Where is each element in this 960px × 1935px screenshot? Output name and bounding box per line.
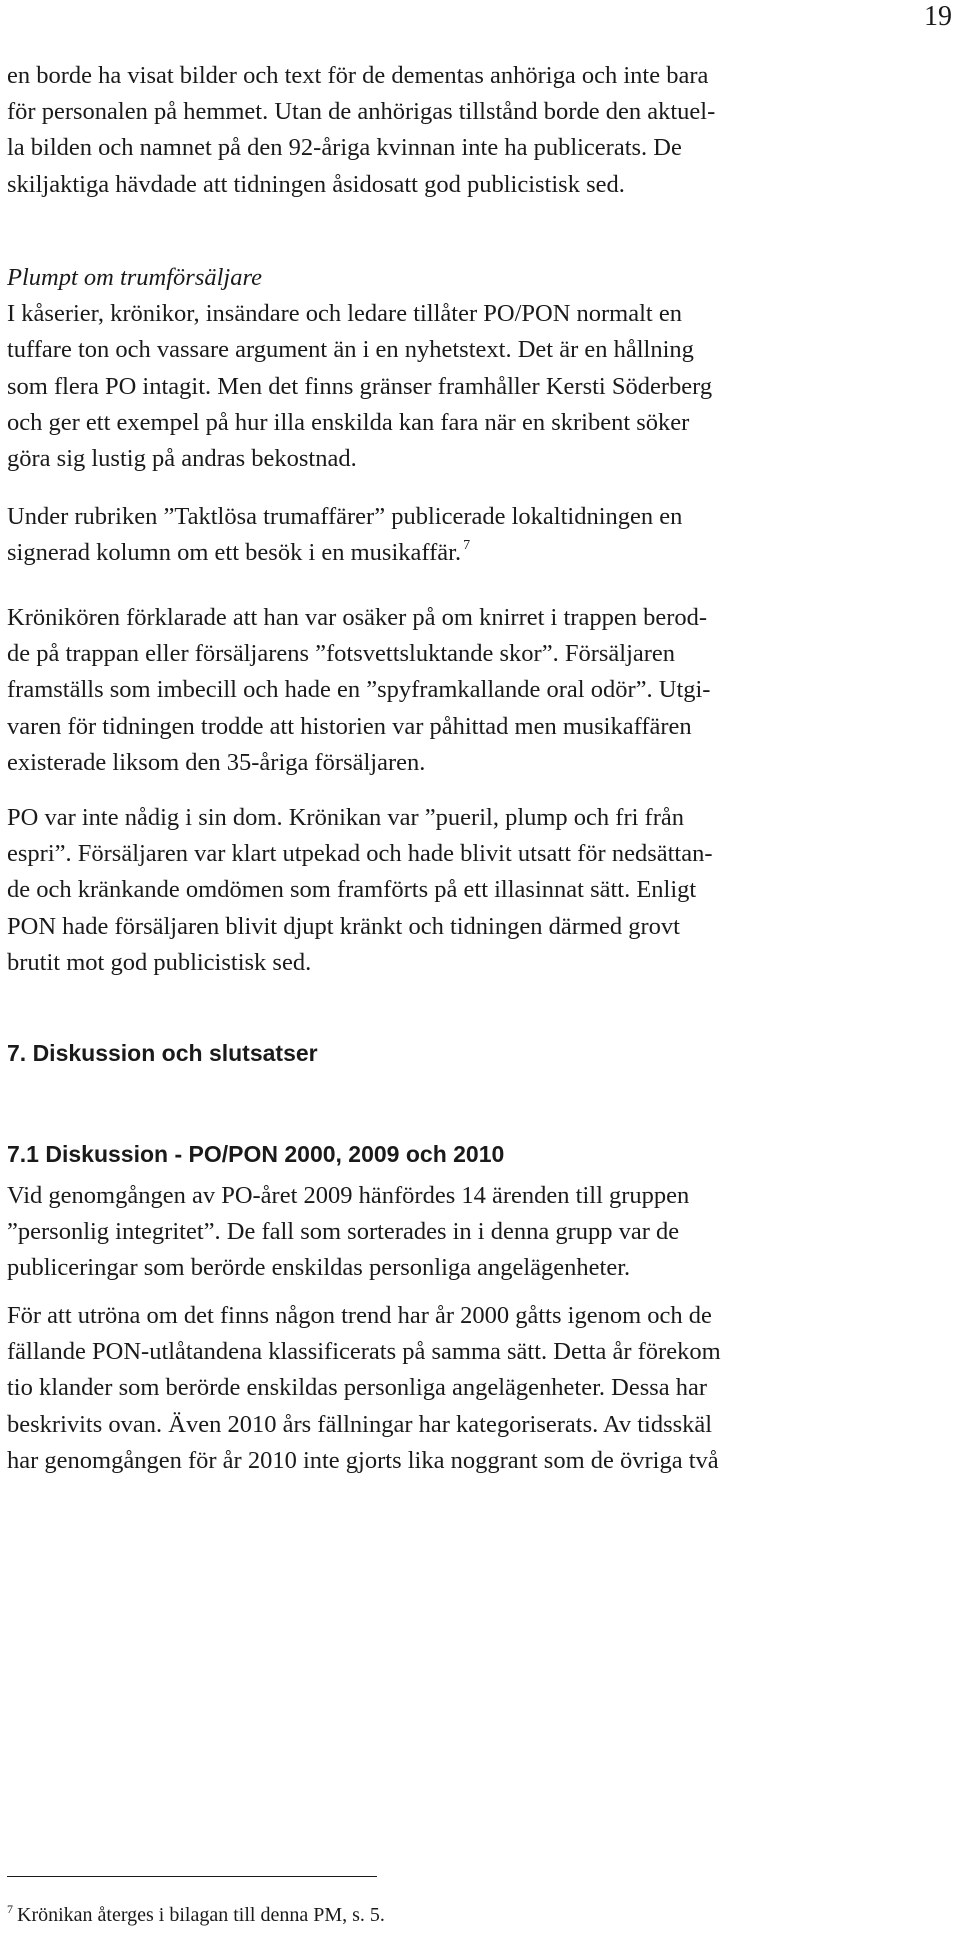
text-line: ”personlig integritet”. De fall som sorterades in i denna grupp var de [7,1218,680,1246]
text-line: göra sig lustig på andras bekostnad. [7,445,357,473]
text-line: skiljaktiga hävdade att tidningen åsidosatt god publicistisk sed. [7,170,625,198]
text-line: Vid genomgången av PO-året 2009 hänfördes 14 ärenden till gruppen [7,1182,690,1209]
paragraph-dementia-images [7,58,927,203]
footnote-mark: 7 [7,1902,13,1916]
text-line: Krönikören förklarade att han var osäker på om knirret i trappen berod- [7,604,708,631]
text-line: varen för tidningen trodde att historien var påhittad men musikaffären [7,712,692,740]
text-line: beskrivits ovan. Även 2010 års fällningar har kategoriserats. Av tidsskäl [7,1410,713,1438]
paragraph-kronikoren [7,600,927,781]
text-line: tuffare ton och vassare argument än i en nyhetstext. Det är en hållning [7,336,694,364]
text-line-content: signerad kolumn om ett besök i en musikaffär. [7,539,462,567]
text-line: och ger ett exempel på hur illa enskilda kan fara när en skribent söker [7,408,690,436]
footnote-reference: 7 [463,538,471,554]
text-line: Under rubriken ”Taktlösa trumaffärer” publicerade lokaltidningen en [7,503,683,530]
footnote-divider [7,1876,377,1877]
text-line: som flera PO intagit. Men det finns gränser framhåller Kersti Söderberg [7,372,713,400]
text-line: har genomgången för år 2010 inte gjorts lika noggrant som de övriga två [7,1446,719,1474]
text-line: existerade liksom den 35-åriga försäljaren. [7,748,426,776]
text-line: framställs som imbecill och hade en ”spyframkallande oral odör”. Utgi- [7,676,711,704]
text-line: en borde ha visat bilder och text för de dementas anhöriga och inte bara [7,62,709,89]
footnote-text: Krönikan återges i bilagan till denna PM, s. 5. [17,1904,385,1926]
text-line: för personalen på hemmet. Utan de anhörigas tillstånd borde den aktuel- [7,98,716,126]
footnote [7,1902,385,1930]
paragraph-trend [7,1298,927,1479]
paragraph-genomgangen [7,1178,927,1287]
text-line: publiceringar som berörde enskildas personliga angelägenheter. [7,1254,631,1282]
text-line: PON hade försäljaren blivit djupt kränkt och tidningen därmed grovt [7,912,680,940]
text-line: För att utröna om det finns någon trend har år 2000 gåtts igenom och de [7,1302,712,1329]
paragraph-taktlosa [7,499,927,575]
page-number: 19 [924,1,952,32]
text-line: la bilden och namnet på den 92-åriga kvinnan inte ha publicerats. De [7,134,682,162]
subsection-heading: 7.1 Diskussion - PO/PON 2000, 2009 och 2010 [7,1141,505,1167]
text-line: de och kränkande omdömen som framförts på ett illasinnat sätt. Enligt [7,876,697,904]
text-line: de på trappan eller försäljarens ”fotsvettsluktande skor”. Försäljaren [7,640,676,668]
text-line [7,535,927,575]
text-line: I kåserier, krönikor, insändare och ledare tillåter PO/PON normalt en [7,300,682,328]
text-line: PO var inte nådig i sin dom. Krönikan var ”pueril, plump och fri från [7,804,684,831]
paragraph-po-dom [7,800,927,981]
text-line: fällande PON-utlåtandena klassificerats på samma sätt. Detta år förekom [7,1338,721,1366]
text-line: tio klander som berörde enskildas personliga angelägenheter. Dessa har [7,1374,708,1402]
section-heading: 7. Diskussion och slutsatser [7,1040,318,1066]
subheading: Plumpt om trumförsäljare [7,264,262,291]
section-plumpt [7,260,927,477]
text-line: espri”. Försäljaren var klart utpekad och hade blivit utsatt för nedsättan- [7,840,713,868]
text-line: brutit mot god publicistisk sed. [7,948,312,976]
